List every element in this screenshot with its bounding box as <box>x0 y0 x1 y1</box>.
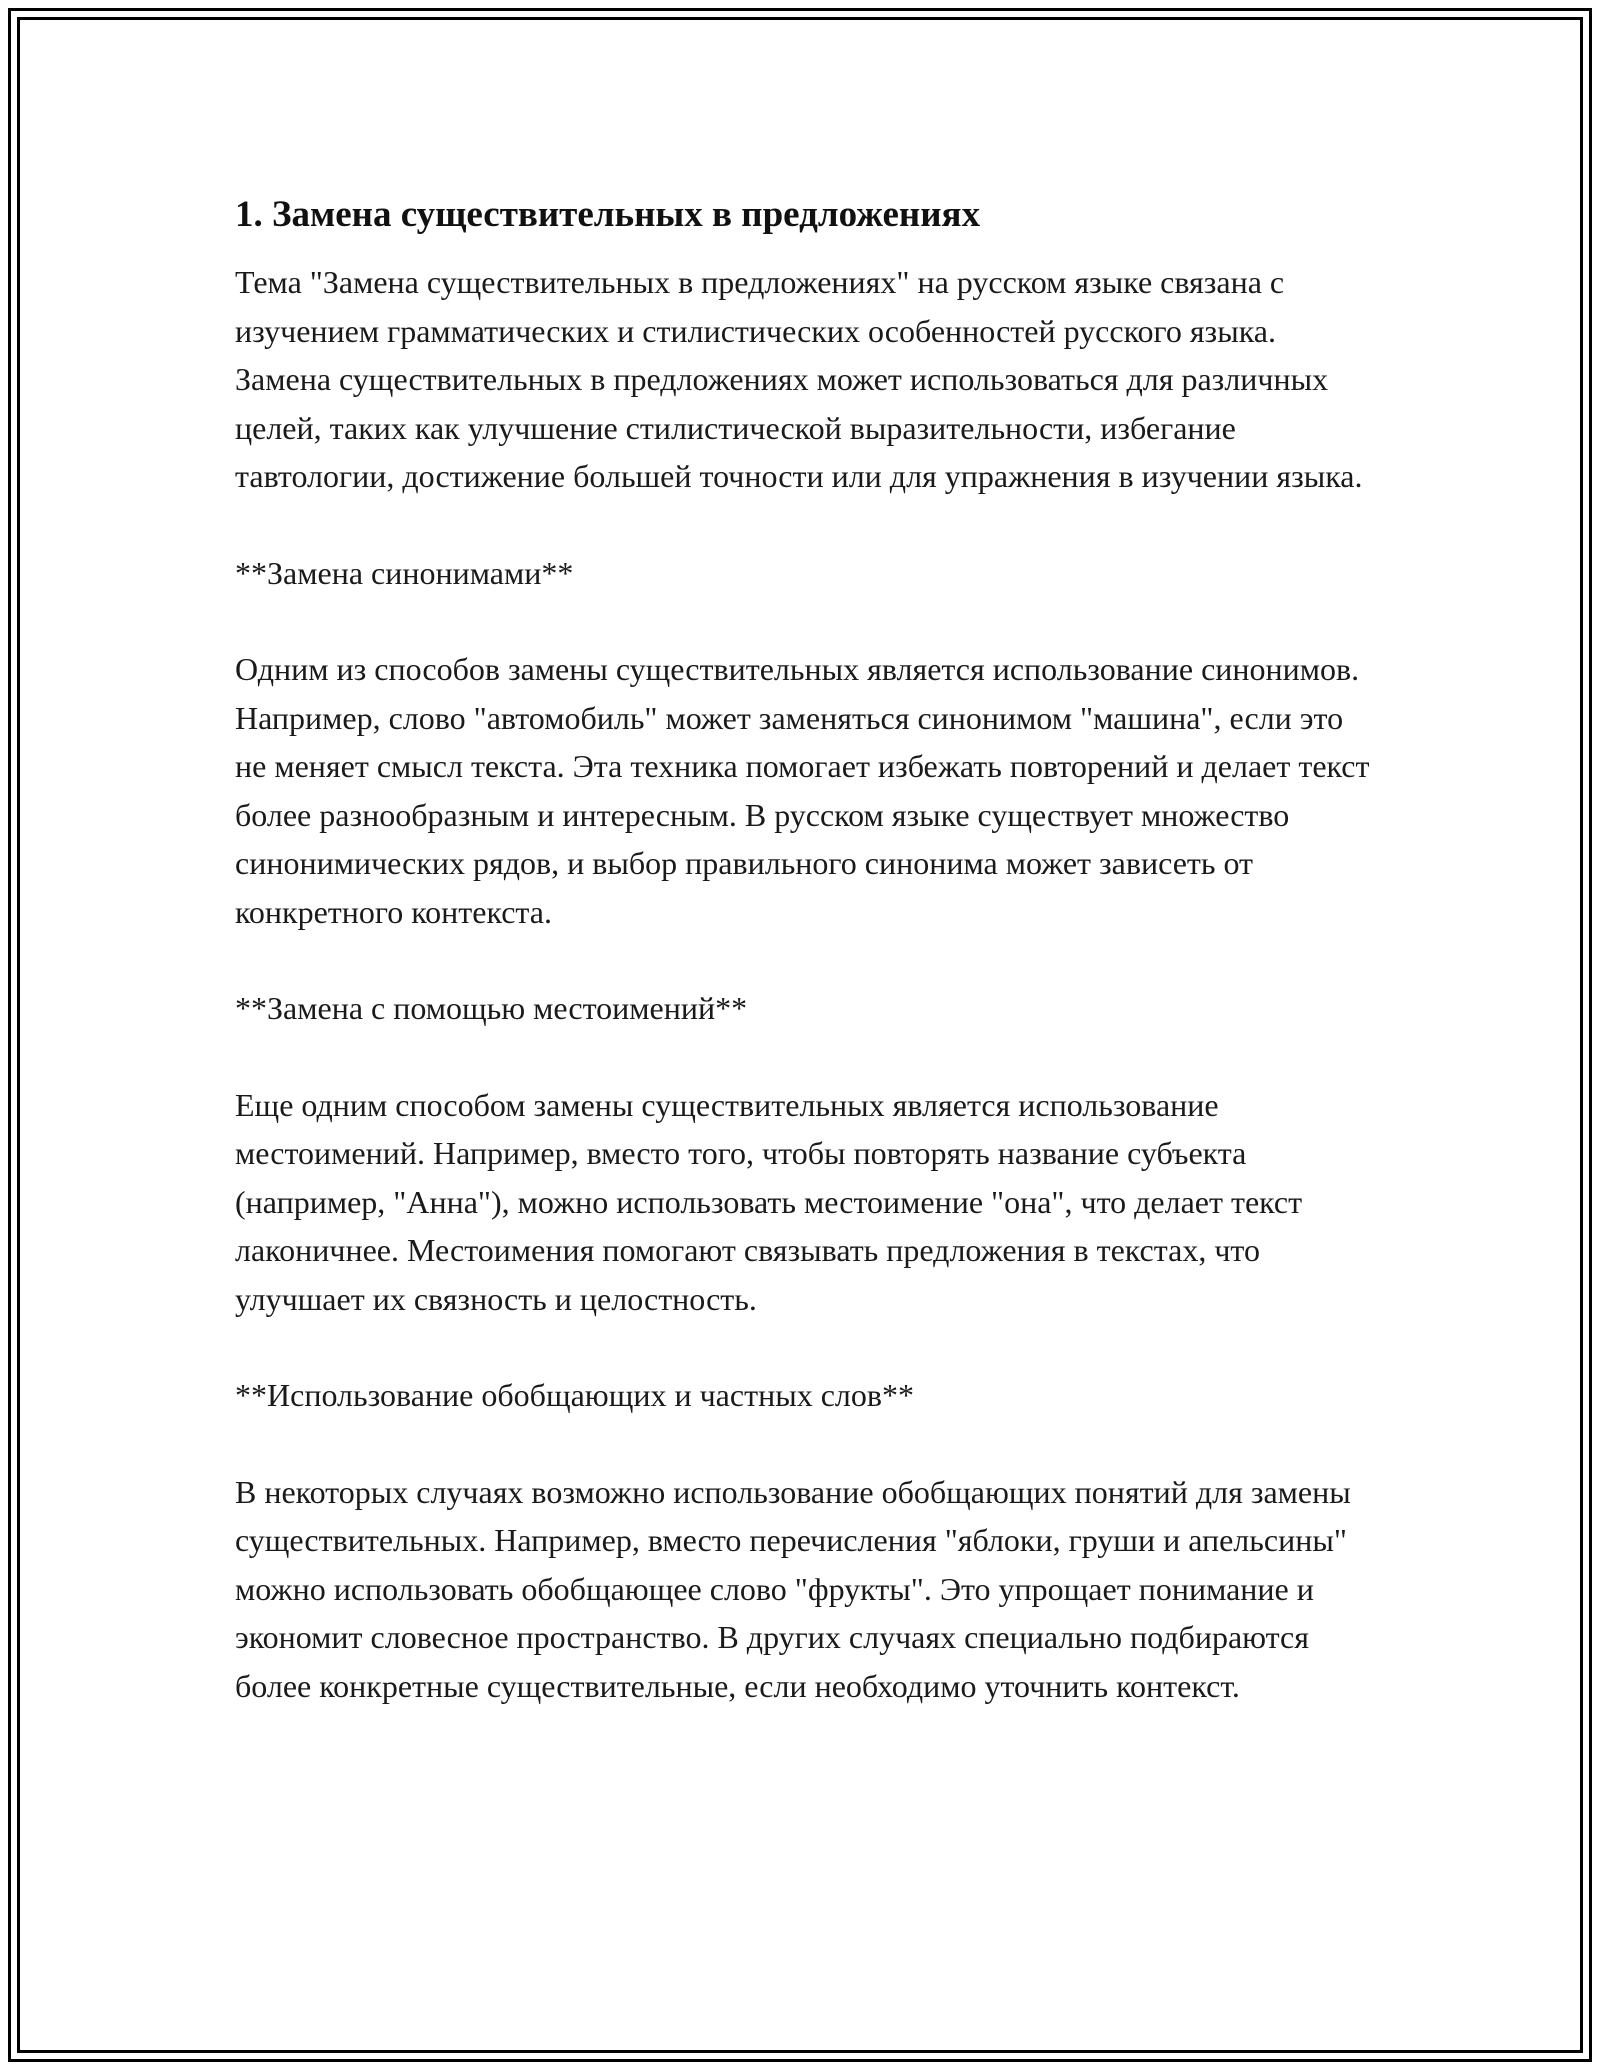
section-heading: 1. Замена существительных в предложениях <box>235 194 981 235</box>
subheading-pronouns: **Замена с помощью местоимений** <box>235 990 748 1026</box>
paragraph-pronouns: Еще одним способом замены существительных является использование местоимений. Например, вместо того, чтобы повторять название субъекта (например, "Анна"), можно использовать местоимение "она", что делает текст лаконичнее. Местоимения помогают связывать предложения в текстах, что улучшает их связность и целостность. <box>235 1086 1303 1317</box>
paragraph-generalizing-words: В некоторых случаях возможно использование обобщающих понятий для замены существительных. Например, вместо перечисления "яблоки, груши и апельсины" можно использовать обобщающее слово "фрукты". Это упрощает понимание и экономит словесное пространство. В других случаях специально подбираются более конкретные существительные, если необходимо уточнить контекст. <box>235 1473 1351 1704</box>
subheading-synonyms: **Замена синонимами** <box>235 554 574 591</box>
subheading-generalizing-words: **Использование обобщающих и частных слов** <box>235 1377 914 1413</box>
document-body <box>235 190 1370 1758</box>
paragraph-intro: Тема "Замена существительных в предложениях" на русском языке связана с изучением грамматических и стилистических особенностей русского языка. Замена существительных в предложениях может использоваться для различных целей, таких как улучшение стилистической выразительности, избегание тавтологии, достижение большей точности или для упражнения в изучении языка. <box>235 264 1363 494</box>
paragraph-synonyms: Одним из способов замены существительных является использование синонимов. Например, слово "автомобиль" может заменяться синонимом "машина", если это не меняет смысл текста. Эта техника помогает избежать повторений и делает текст более разнообразным и интересным. В русском языке существует множество синонимических рядов, и выбор правильного синонима может зависеть от конкретного контекста. <box>235 651 1370 930</box>
